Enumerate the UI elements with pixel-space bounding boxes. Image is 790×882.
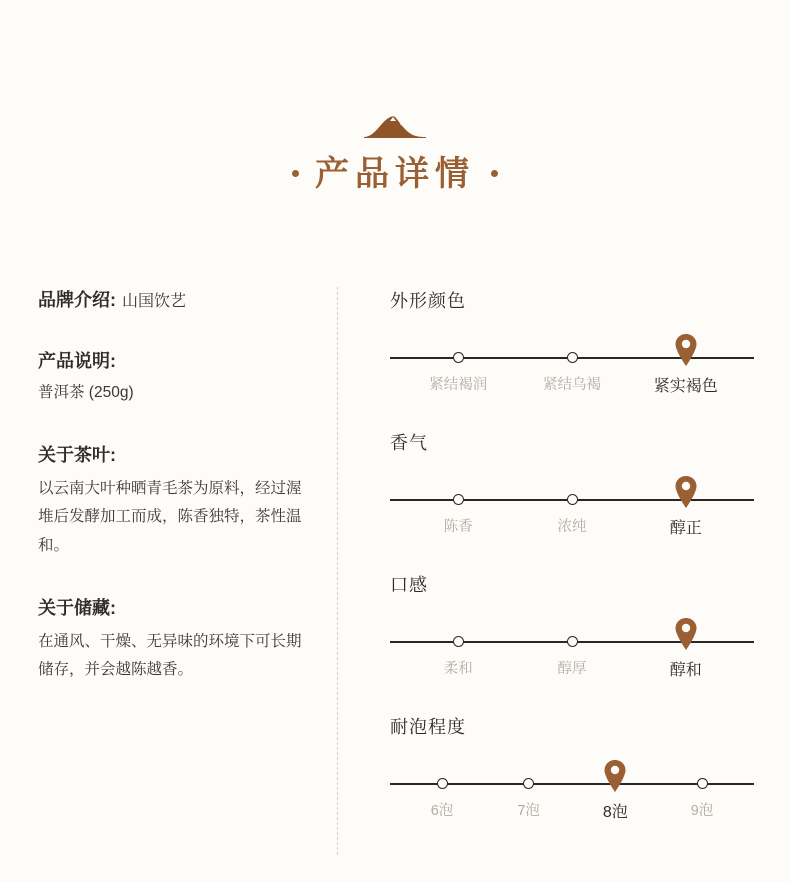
meter-node[interactable] [697, 778, 708, 789]
tea-value: 以云南大叶种晒青毛茶为原料，经过渥堆后发酵加工而成，陈香独特，茶性温和。 [38, 479, 302, 555]
storage-block [38, 595, 307, 685]
tea-label: 关于茶叶: [38, 444, 116, 465]
product-block [38, 348, 307, 408]
meter-option-label[interactable]: 紧结褐润 [429, 377, 488, 393]
meter-track [390, 327, 754, 371]
meter-option-label[interactable]: 浓纯 [557, 519, 587, 535]
meter-node[interactable] [453, 636, 464, 647]
meter-track [390, 469, 754, 513]
meter-node[interactable] [567, 636, 578, 647]
meter-track [390, 753, 754, 797]
map-pin-icon [674, 333, 698, 367]
product-label: 产品说明: [38, 351, 116, 371]
meter-node[interactable] [453, 352, 464, 363]
meter-option-label[interactable]: 醇正 [669, 520, 702, 537]
product-info-column [38, 287, 338, 855]
storage-label: 关于储藏: [38, 597, 116, 618]
meter-title: 口感 [390, 575, 428, 595]
meter-labels [390, 657, 754, 683]
meter-option-label[interactable]: 9泡 [690, 803, 714, 819]
meter-title: 香气 [390, 433, 428, 453]
tea-block [38, 442, 307, 561]
meter-option-label[interactable]: 柔和 [443, 661, 473, 677]
product-value: 普洱茶 (250g) [38, 384, 134, 401]
meter-node[interactable] [567, 494, 578, 505]
page-header [0, 0, 790, 195]
meter-option-label[interactable]: 紧结乌褐 [543, 377, 601, 393]
attribute-meter [390, 713, 754, 825]
meter-option-label[interactable]: 醇厚 [557, 661, 587, 677]
meter-labels [390, 373, 754, 399]
meter-node[interactable] [523, 778, 534, 789]
meter-node[interactable] [437, 778, 448, 789]
meter-option-label[interactable]: 紧实褐色 [653, 378, 718, 395]
brand-label: 品牌介绍: [38, 290, 116, 310]
attribute-meter [390, 429, 754, 541]
brand-label-row [38, 287, 307, 314]
brand-value: 山国饮艺 [122, 293, 187, 310]
attribute-meters-column [338, 287, 754, 855]
map-pin-icon [674, 617, 698, 651]
dot-icon [491, 170, 498, 177]
storage-value: 在通风、干燥、无异味的环境下可长期储存，并会越陈越香。 [38, 632, 302, 679]
meter-labels [390, 799, 754, 825]
meter-node[interactable] [567, 352, 578, 363]
meter-option-label[interactable]: 6泡 [430, 803, 454, 819]
dot-icon [292, 170, 299, 177]
meter-labels [390, 515, 754, 541]
meter-option-label[interactable]: 陈香 [443, 519, 473, 535]
mountain-icon [360, 112, 430, 138]
attribute-meter [390, 287, 754, 399]
attribute-meter [390, 571, 754, 683]
meter-node[interactable] [453, 494, 464, 505]
meter-option-label[interactable]: 7泡 [517, 803, 540, 819]
map-pin-icon [674, 475, 698, 509]
meter-title: 外形颜色 [390, 291, 466, 311]
page-title: 产品详情 [315, 154, 475, 194]
meter-option-label[interactable]: 8泡 [602, 804, 628, 821]
map-pin-icon [603, 759, 627, 793]
brand-block [38, 287, 307, 314]
content-area [0, 287, 790, 855]
meter-option-label[interactable]: 醇和 [669, 662, 702, 679]
meter-track [390, 611, 754, 655]
meter-title: 耐泡程度 [390, 717, 466, 737]
